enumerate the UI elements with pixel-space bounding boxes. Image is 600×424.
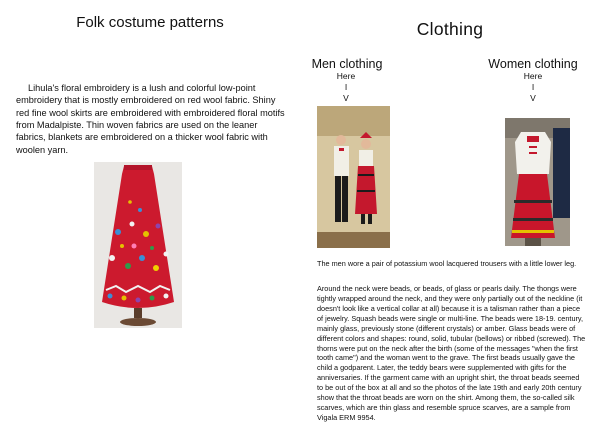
pointer-here: Here (336, 71, 356, 81)
pointer-arrow: V (530, 93, 536, 103)
women-costume-photo (505, 118, 570, 246)
pointer-arrow: V (343, 93, 349, 103)
folk-costume-title: Folk costume patterns (76, 14, 224, 31)
beads-description: Around the neck were beads, or beads, of glass or pearls daily. The thongs were tightly wrapped around the neck, and they were only partially out of the neckline (it doesn't look like a vertical collar at all) because it is a talisman rather than a piece of jewelry. Squash beads were single or multi-line. The beads were 18-19. century, mainly glass, previously stone (different crystals) or amber. Glass beads were of different colors and shapes: round, solid, tubular (bellows) or ribbed (screwed). The thorns were put on the neck after the birth (some of the messages "when the first tooth came") and the woman went to the grave. The first beads usually gave the child a godparent. Later, the teddy bears were supplemented with gifts for the anniversaries. If the garment came with an upright shirt, the throat beads seemed to be out of the box at all and so the photos of the late 19th and early 20th century show that the throat beads are worn on the shirt. Among them, the so-called silk scarves, which are thin glass and resemble spruce scarves, are a sample from Vigala ERM 9954. (317, 284, 586, 422)
pointer-bar: I (344, 82, 348, 92)
women-pointer (510, 71, 556, 104)
clothing-title: Clothing (416, 19, 484, 39)
embroidery-description: Lihula's floral embroidery is a lush and colorful low-point embroidery that is mostly embroidered on red wool fabric. Shiny red fine wool skirts are embroidered with embroidered floral motifs from Madalpiste. Thin woven fabrics are used on the leaner fabrics, blankets are embroidered on a thicker wool fabric with woolen yarn. (16, 83, 285, 155)
men-costume-photo (317, 106, 390, 248)
men-pointer (323, 71, 369, 104)
men-clothing-heading: Men clothing (311, 57, 383, 71)
pointer-bar: I (531, 82, 535, 92)
men-clothing-caption: The men wore a pair of potassium wool lacquered trousers with a little lower leg. (317, 259, 577, 268)
pointer-here: Here (523, 71, 543, 81)
women-clothing-heading: Women clothing (488, 57, 578, 71)
embroidered-skirt-photo (94, 162, 182, 328)
